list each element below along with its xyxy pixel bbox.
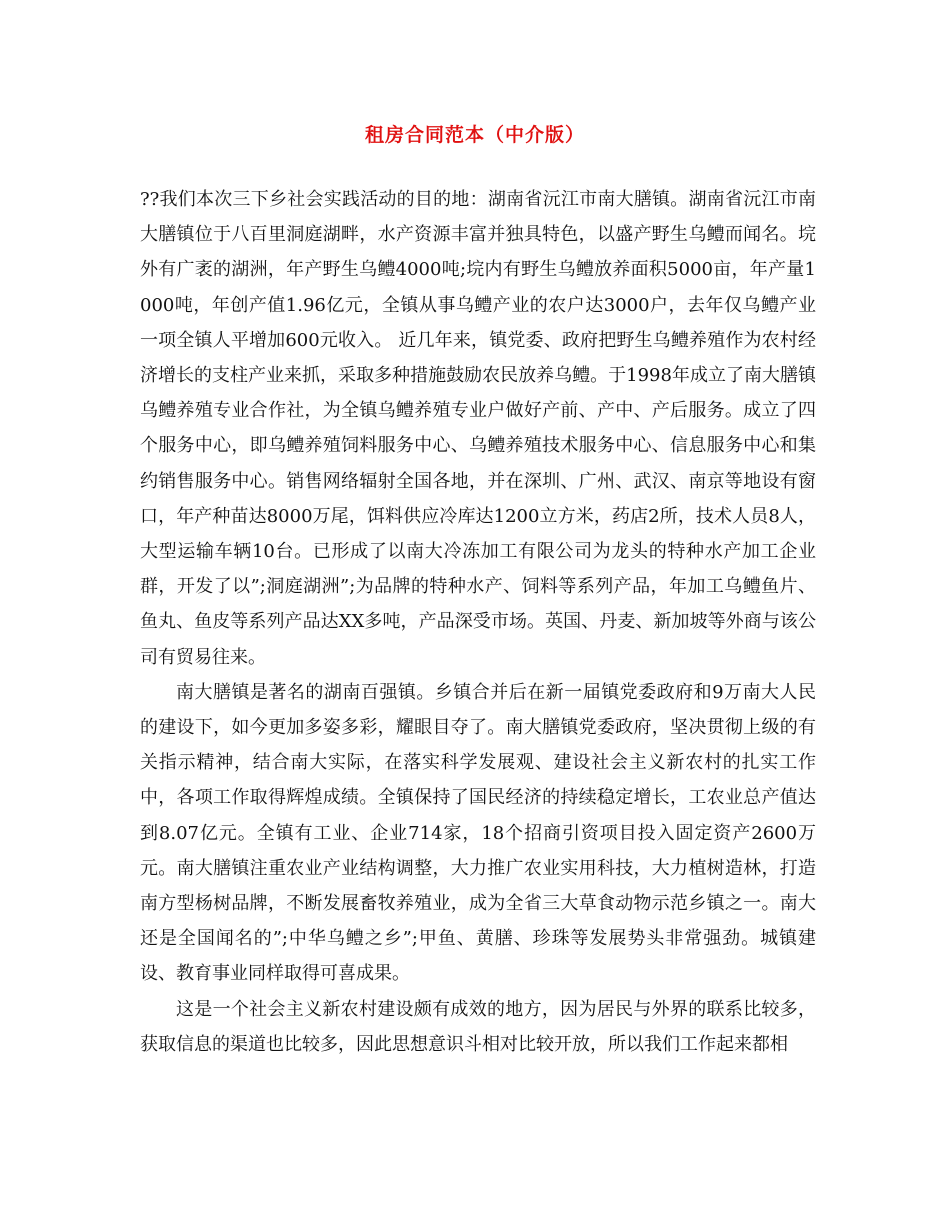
paragraph-1: ??我们本次三下乡社会实践活动的目的地：湖南省沅江市南大膳镇。湖南省沅江市南大膳镇位于八百里洞庭湖畔，水产资源丰富并独具特色，以盛产野生乌鳢而闻名。垸外有广袤的湖洲，年产野生乌鳢4000吨;垸内有野生乌鳢放养面积5000亩，年产量1000吨，年创产值1.96亿元，全镇从事乌鳢产业的农户达3000户，去年仅乌鳢产业一项全镇人平增加600元收入。 近几年来，镇党委、政府把野生乌鳢养殖作为农村经济增长的支柱产业来抓，采取多种措施鼓励农民放养乌鳢。于1998年成立了南大膳镇乌鳢养殖专业合作社，为全镇乌鳢养殖专业户做好产前、产中、产后服务。成立了四个服务中心，即乌鳢养殖饲料服务中心、乌鳢养殖技术服务中心、信息服务中心和集约销售服务中心。销售网络辐射全国各地，并在深圳、广州、武汉、南京等地设有窗口，年产种苗达8000万尾，饵料供应冷库达1200立方米，药店2所，技术人员8人，大型运输车辆10台。已形成了以南大冷冻加工有限公司为龙头的特种水产加工企业群，开发了以”;洞庭湖洲”;为品牌的特种水产、饲料等系列产品，年加工乌鳢鱼片、鱼丸、鱼皮等系列产品达XX多吨，产品深受市场。英国、丹麦、新加坡等外商与该公司有贸易往来。 xyxy=(140,189,816,668)
document-body xyxy=(140,182,816,1062)
document-title: 租房合同范本（中介版） xyxy=(364,124,585,146)
paragraph-3: 这是一个社会主义新农村建设颇有成效的地方，因为居民与外界的联系比较多，获取信息的渠道也比较多，因此思想意识斗相对比较开放，所以我们工作起来都相 xyxy=(140,998,816,1055)
paragraph-2: 南大膳镇是著名的湖南百强镇。乡镇合并后在新一届镇党委政府和9万南大人民的建设下，如今更加多姿多彩，耀眼目夺了。南大膳镇党委政府，坚决贯彻上级的有关指示精神，结合南大实际，在落实科学发展观、建设社会主义新农村的扎实工作中，各项工作取得辉煌成绩。全镇保持了国民经济的持续稳定增长，工农业总产值达到8.07亿元。全镇有工业、企业714家，18个招商引资项目投入固定资产2600万元。南大膳镇注重农业产业结构调整，大力推广农业实用科技，大力植树造林，打造南方型杨树品牌，不断发展畜牧养殖业，成为全省三大草食动物示范乡镇之一。南大还是全国闻名的”;中华乌鳢之乡”;甲鱼、黄膳、珍珠等发展势头非常强劲。城镇建设、教育事业同样取得可喜成果。 xyxy=(140,681,816,985)
